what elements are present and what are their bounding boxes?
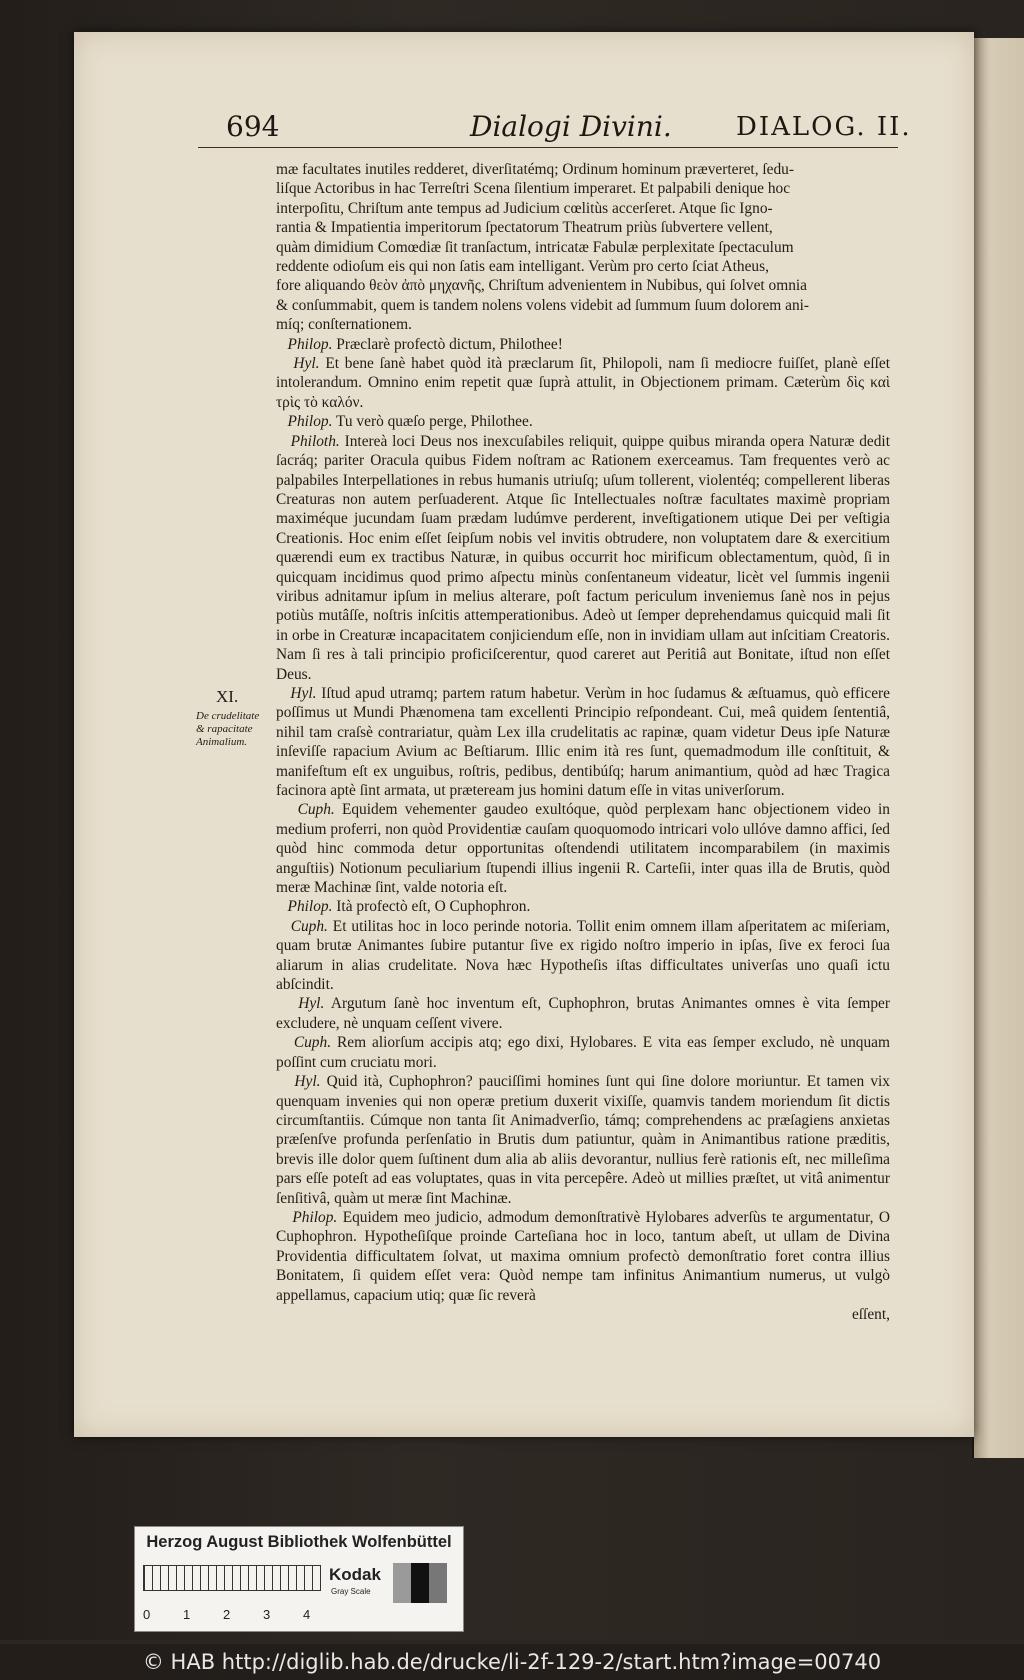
footer-copyright: © HAB http://diglib.hab.de/drucke/li-2f-129-2/start.htm?image=00740 xyxy=(0,1644,1024,1680)
header-rule xyxy=(198,147,898,148)
page-number: 694 xyxy=(226,110,280,143)
text-line: quàm dimidium Comœdiæ ſit tranſactum, intricatæ Fabulæ perplexitate ſpectaculum xyxy=(276,238,794,256)
measurement-ruler xyxy=(143,1565,321,1591)
dialogue-paragraph xyxy=(276,1072,890,1208)
speech-text: Intereà loci Deus nos inexcuſabiles reliquit, quippe quibus miranda opera Naturæ dedit ſacráq; pariter Oracula quibus Fidem noſtram ac Rationem exerceamus. Tam frequentes verò ac palpabiles Interpellationes in rebus humanis utriuſq; uſum tollerent, violentéq; compellerent liberas Creaturas non autem perſuaderent. Atque ſic Intellectuales noſtræ facultates maximè propriam maximéque jucundam ſuam prædam ludúmve perderent, inveſtigationem utique Dei per veſtigia Creationis. Hoc enim eſſet ſeipſum nobis vel invitis obtrudere, non voluptatem dare & exercitium quærendi eum ex tractibus Naturæ, in quibus occurrit hoc mirificum oblectamentum, quòd, ſi in quicquam incidimus quod primo aſpectu minùs conſentaneum videatur, licèt vel ſummis ingenii viribus adnitamur ipſum in melius alterare, poſt factum periculum inveniemus ſanè nos in pejus potiùs mutâſſe, noſtris inſcitis attemperationibus. Adeò ut ſemper deprehendamus quicquid mali ſit in orbe in Creaturæ incapacitatem conjiciendum eſſe, non in invidiam ullam aut inſcitiam Creatoris. Nam ſi res à tali principio proficiſcerentur, quod careret aut Peritiâ aut Bonitate, iſtud non eſſet Deus. xyxy=(276,432,890,683)
dialogue-paragraph xyxy=(276,897,890,916)
ruler-number: 3 xyxy=(263,1607,271,1622)
speaker-label: Hyl. xyxy=(290,684,317,702)
speaker-label: Cuph. xyxy=(293,1034,332,1052)
dialogue-paragraph xyxy=(276,1208,890,1305)
dialogue-paragraph xyxy=(276,917,890,995)
text-line: & conſummabit, quem is tandem nolens volens videbit ad ſummum ſuum dolorem ani- xyxy=(276,296,810,314)
main-text xyxy=(276,160,890,1324)
ruler-number: 0 xyxy=(143,1607,151,1622)
speaker-label: Hyl. xyxy=(298,995,325,1013)
speaker-label: Philop. xyxy=(287,413,333,431)
facing-page-edge xyxy=(972,38,1024,1458)
dialogue-paragraph xyxy=(276,994,890,1033)
text-line: rantia & Impatientia imperitorum ſpectatorum Theatrum priùs ſubvertere vellent, xyxy=(276,219,773,237)
text-line: fore aliquando θεὸν ἀπὸ μηχανῆς, Chriſtum advenientem in Nubibus, qui ſolvet omnia xyxy=(276,277,807,295)
speech-text: Et utilitas hoc in loco perinde notoria. Tollit enim omnem illam aſperitatem ac miſeriam, quam brutæ Animantes ſubire putantur ſive ex rigido noſtro imperio in ipſas, ſive ex feroci ſua aliarum in alias crudelitate. Nova hæc Hypotheſis iſtas difficultates univerſas uno quaſi ictu abſcindit. xyxy=(276,917,890,994)
speech-text: Rem aliorſum accipis atq; ego dixi, Hylobares. E vita eas ſemper excludo, nè unquam poſſint cum cruciatu mori. xyxy=(276,1034,890,1071)
text-line: míq; conſternationem. xyxy=(276,316,412,334)
grayscale-bar xyxy=(143,1563,455,1622)
speaker-label: Philoth. xyxy=(290,432,340,450)
speech-text: Argutum ſanè hoc inventum eſt, Cuphophron, brutas Animantes omnes è vita ſemper excludere, nè unquam ceſſent vivere. xyxy=(276,995,890,1032)
black-patch xyxy=(411,1563,429,1603)
dialogue-paragraph xyxy=(276,412,890,431)
speech-text: Iſtud apud utramq; partem ratum habetur. Verùm in hoc ſudamus & æſtuamus, quò efficere poſſimus ut Mundi Phænomena tam excellenti Principio reſpondeant. Cui, meâ quidem ſententiâ, nihil tam craſsè contrariatur, quàm Lex illa crudelitatis ac rapinæ, quam videtur Deus ipſe Naturæ inſeviſſe rapacium Avium ac Beſtiarum. Illic enim ità res ſunt, quemadmodum ille conſtituit, & manifeſtum eſt ex unguibus, roſtris, pedibus, dentibúſq; harum animantium, quòd ad hæc Tragica facinora aptè ſint armata, ut præteream jus homini datum eſſe in vitas univerſorum. xyxy=(276,684,891,799)
text-line: mæ facultates inutiles redderet, diverſitatémq; Ordinum hominum præverteret, ſedu- xyxy=(276,161,795,178)
speech-text: Et bene ſanè habet quòd ità præclarum ſit, Philopoli, nam ſi mediocre fuiſſet, planè eſſet intolerandum. Omnino enim repetit quæ ſuprà attulit, in Objectionem primam. Cæterùm δὶς καὶ τρὶς τὸ καλόν. xyxy=(276,355,890,411)
speaker-label: Hyl. xyxy=(293,355,320,373)
library-name: Herzog August Bibliothek Wolfenbüttel xyxy=(146,1533,452,1551)
dialogue-paragraph xyxy=(276,432,890,684)
text-line: interpoſitu, Chriſtum ante tempus ad Judicium cœlitùs accerſeret. Atque ſic Igno- xyxy=(276,199,773,217)
dialogue-paragraph xyxy=(276,800,890,897)
opening-lines xyxy=(276,160,890,335)
dialogue-paragraph xyxy=(276,1033,890,1072)
gray-scale-label: Gray Scale xyxy=(331,1587,371,1596)
speaker-label: Philop. xyxy=(287,898,333,916)
running-dialog-label: DIALOG. II. xyxy=(736,112,912,142)
speech-text: Equidem meo judicio, admodum demonſtrativè Hylobares adverſùs te argumentatur, O Cuphophron. Hypotheſiſque proinde Carteſiana hoc in loco, tantum abeſt, ut ullam de Divina Providentia difficultatem ſolvat, ut maxima omnium profectò demonſtratio foret contra illius Bonitatem, ſi quidem eſſet vera: Quòd nempe tam infinitus Animantium numerus, ut vulgò appellamus, capacium utiq; quæ ſic reverà xyxy=(276,1208,890,1304)
kodak-logo: Kodak xyxy=(329,1565,381,1584)
speech-text: Tu verò quæſo perge, Philothee. xyxy=(336,413,533,431)
speech-text: Ità profectò eſt, O Cuphophron. xyxy=(336,898,531,916)
ruler-number: 2 xyxy=(223,1607,231,1622)
speaker-label: Philop. xyxy=(292,1208,338,1226)
ruler-number: 4 xyxy=(303,1607,311,1622)
ruler-number: 1 xyxy=(183,1607,191,1622)
gray-patch xyxy=(393,1563,411,1603)
catchword: eſſent, xyxy=(851,1305,890,1323)
color-target-card xyxy=(134,1526,464,1632)
speech-text: Equidem vehementer gaudeo exultóque, quòd perplexam hanc objectionem video in medium proferri, non quòd Providentiæ cauſam quoquomodo intricari volo ullóve damno affici, ſed quòd hinc commoda detur opportunitas oſtendendi utilitatem incomparabilem (in maximis anguſtiis) Notionum peculiarium ſtupendi illius ingenii R. Carteſii, inter quas illa de Brutis, quòd meræ Machinæ ſint, valde notoria eſt. xyxy=(276,801,890,897)
text-line: liſque Actoribus in hac Terreſtri Scena ſilentium imperaret. Et palpabili denique hoc xyxy=(276,180,791,198)
speech-text: Quid ità, Cuphophron? pauciſſimi homines ſunt qui ſine dolore moriuntur. Et tamen vix quenquam invenies qui non operæ pretium duxerit vixiſſe, quamvis tandem moriendum ſit dictis circumſtantiis. Cúmque non tanta ſit Animadverſio, támq; comprehendens ac præſagiens anxietas præſenſve profunda perſenſatio in Brutis dum patiuntur, quàm in Animantibus ratione præditis, brevis ille dolor quem ſuſtinent dum alia ab aliis devorantur, nullius ferè rationis eſt, nec milleſima pars eſſe poteſt ad eas voluptates, quas in vita percepêre. Adeò ut millies præſtet, ut vitâ animentur ſenſitivâ, quàm ut meræ ſint Machinæ. xyxy=(276,1073,890,1207)
dialogue-paragraph xyxy=(276,684,890,800)
margin-section-number: XI. xyxy=(216,687,239,706)
speaker-label: Cuph. xyxy=(290,917,328,935)
speaker-label: Hyl. xyxy=(294,1073,321,1091)
text-line: reddente odioſum eis qui non ſatis eam intelligant. Verùm pro certo ſciat Atheus, xyxy=(276,258,769,276)
gray-patch xyxy=(429,1563,447,1603)
dialogue-paragraph xyxy=(276,354,890,412)
dialogue-paragraph xyxy=(276,335,890,354)
speech-text: Præclarè profectò dictum, Philothee! xyxy=(336,335,563,353)
speaker-label: Philop. xyxy=(287,335,333,353)
margin-note: De crudelitate & rapacitate Animalium. xyxy=(196,710,260,748)
speaker-label: Cuph. xyxy=(297,801,335,819)
running-title: Dialogi Divini. xyxy=(470,110,672,143)
